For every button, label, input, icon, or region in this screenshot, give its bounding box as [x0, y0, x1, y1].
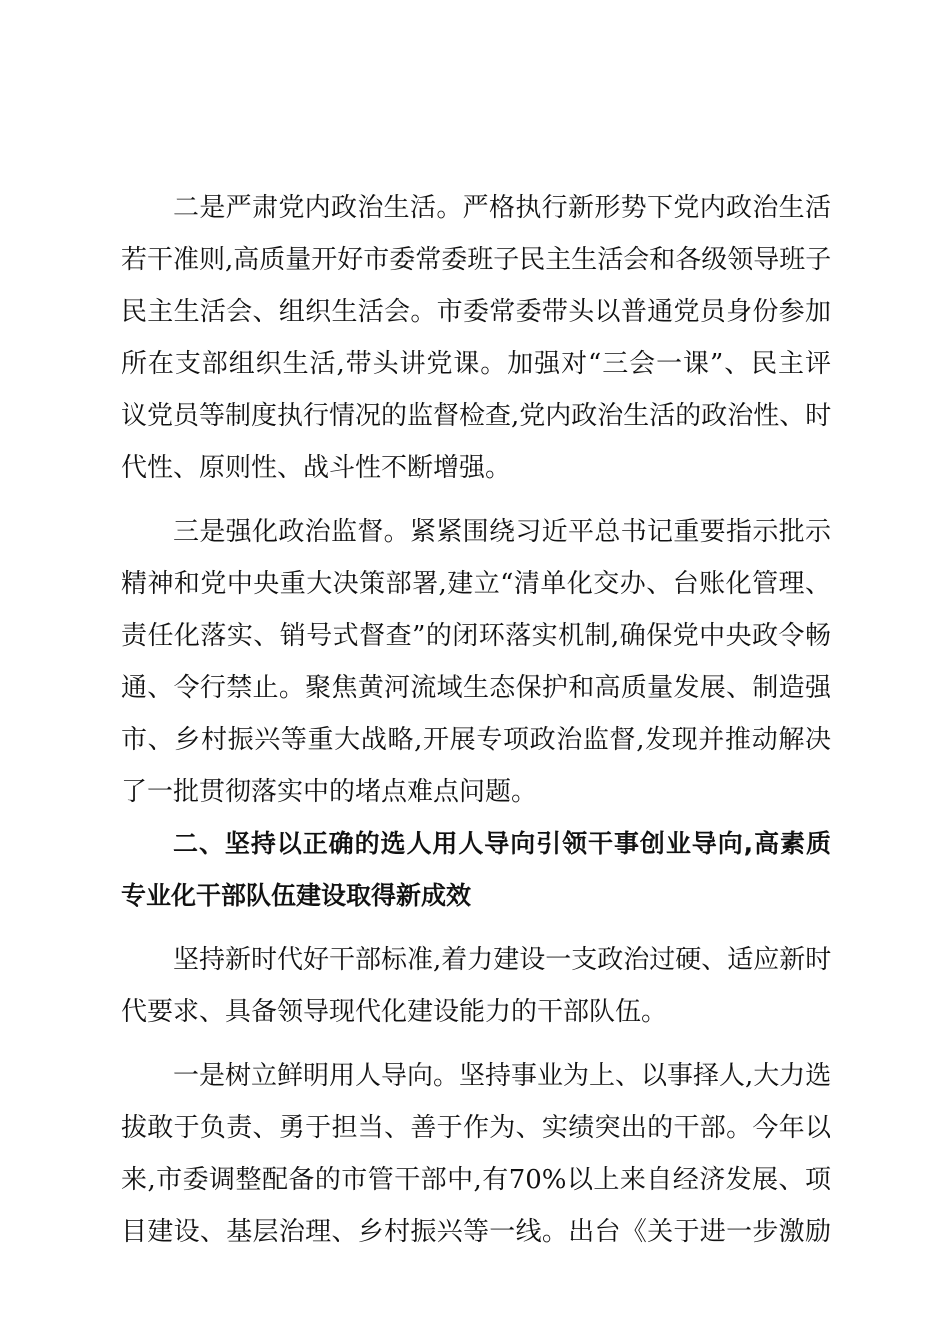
text-line: 代性、原则性、战斗性不断增强。 [121, 453, 512, 483]
text-line: 代要求、具备领导现代化建设能力的干部队伍。 [121, 997, 668, 1027]
text-line: 若干准则,高质量开好市委常委班子民主生活会和各级领导班子 [121, 245, 831, 275]
text-line: 三是强化政治监督。紧紧围绕习近平总书记重要指示批示 [173, 517, 831, 547]
text-line: 市、乡村振兴等重大战略,开展专项政治监督,发现并推动解决 [121, 725, 831, 755]
text-line: 通、令行禁止。聚焦黄河流域生态保护和高质量发展、制造强 [121, 673, 831, 703]
text-line: 精神和党中央重大决策部署,建立“清单化交办、台账化管理、 [121, 569, 831, 599]
section-heading: 二、坚持以正确的选人用人导向引领干事创业导向,高素质 [173, 829, 831, 858]
text-line: 责任化落实、销号式督查”的闭环落实机制,确保党中央政令畅 [121, 621, 831, 651]
text-line: 来,市委调整配备的市管干部中,有70%以上来自经济发展、项 [121, 1165, 831, 1195]
text-line: 了一批贯彻落实中的堵点难点问题。 [121, 777, 538, 807]
text-line: 坚持新时代好干部标准,着力建设一支政治过硬、适应新时 [173, 945, 831, 975]
text-line: 一是树立鲜明用人导向。坚持事业为上、以事择人,大力选 [173, 1061, 831, 1091]
text-line: 目建设、基层治理、乡村振兴等一线。出台《关于进一步激励 [121, 1217, 831, 1247]
section-heading: 专业化干部队伍建设取得新成效 [121, 881, 472, 910]
text-line: 二是严肃党内政治生活。严格执行新形势下党内政治生活 [173, 193, 831, 223]
text-line: 所在支部组织生活,带头讲党课。加强对“三会一课”、民主评 [121, 349, 831, 379]
text-line: 议党员等制度执行情况的监督检查,党内政治生活的政治性、时 [121, 401, 831, 431]
text-line: 拔敢于负责、勇于担当、善于作为、实绩突出的干部。今年以 [121, 1113, 831, 1143]
text-line: 民主生活会、组织生活会。市委常委带头以普通党员身份参加 [121, 297, 831, 327]
